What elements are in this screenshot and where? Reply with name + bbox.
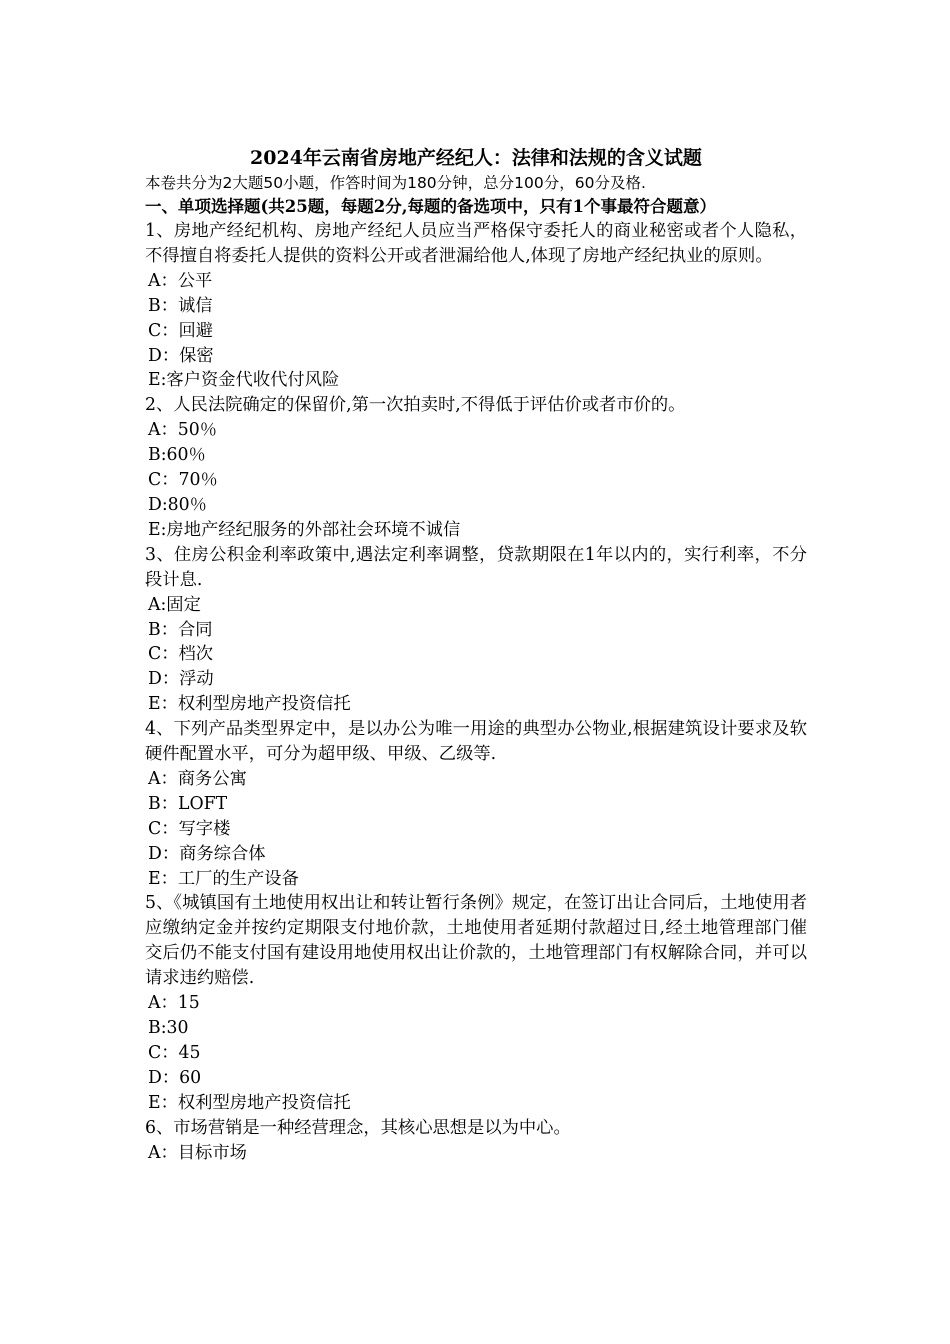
answer-option: C：回避	[148, 320, 214, 341]
answer-option: A：商务公寓	[148, 768, 247, 789]
question-block	[145, 393, 807, 542]
answer-option: D：保密	[148, 345, 214, 366]
answer-option: A：公平	[148, 270, 213, 291]
answer-option: A：50％	[148, 420, 218, 441]
question-text: 5、《城镇国有土地使用权出让和转让暂行条例》规定，在签订出让合同后，土地使用者应缴纳定金并按约定期限支付地价款，土地使用者延期付款超过日,经土地管理部门催交后仍不能支付国有建设用地使用权出让价款的，土地管理部门有权解除合同，并可以请求违约赔偿.	[145, 893, 807, 989]
answer-option: E：权利型房地产投资信托	[148, 694, 351, 715]
answer-option: A：目标市场	[148, 1142, 247, 1163]
question-text: 4、下列产品类型界定中，是以办公为唯一用途的典型办公物业,根据建筑设计要求及软硬件配置水平，可分为超甲级、甲级、乙级等.	[145, 719, 807, 765]
answer-option: C：45	[148, 1042, 201, 1063]
exam-intro: 本卷共分为2大题50小题，作答时间为180分钟，总分100分，60分及格.	[145, 174, 646, 192]
question-block	[145, 543, 807, 717]
answer-option: E：工厂的生产设备	[148, 868, 299, 889]
question-text: 2、人民法院确定的保留价,第一次拍卖时,不得低于评估价或者市价的。	[145, 395, 686, 416]
section-heading: 一、单项选择题(共25题，每题2分,每题的备选项中，只有1个事最符合题意）	[145, 197, 716, 216]
question-block	[145, 891, 807, 1115]
question-text: 1、房地产经纪机构、房地产经纪人员应当严格保守委托人的商业秘密或者个人隐私，不得擅自将委托人提供的资料公开或者泄漏给他人,体现了房地产经纪执业的原则。	[145, 221, 807, 266]
answer-option: D：商务综合体	[148, 843, 266, 864]
document-page	[145, 145, 807, 1165]
answer-option: E:客户资金代收代付风险	[148, 370, 340, 391]
answer-option: A：15	[148, 993, 200, 1014]
question-block	[145, 219, 807, 393]
answer-option: B:60％	[148, 445, 206, 466]
question-block	[145, 717, 807, 891]
answer-option: B：诚信	[148, 295, 213, 316]
question-block	[145, 1116, 807, 1166]
answer-option: D:80％	[148, 494, 207, 515]
answer-option: E:房地产经纪服务的外部社会环境不诚信	[148, 519, 461, 540]
answer-option: C：写字楼	[148, 818, 231, 839]
question-text: 3、住房公积金利率政策中,遇法定利率调整，贷款期限在1年以内的，实行利率，不分段计息.	[145, 544, 807, 590]
question-text: 6、市场营销是一种经营理念，其核心思想是以为中心。	[145, 1117, 571, 1138]
answer-option: C：档次	[148, 644, 214, 665]
document-title: 2024年云南省房地产经纪人：法律和法规的含义试题	[250, 147, 702, 169]
answer-option: B：LOFT	[148, 793, 228, 814]
answer-option: D：60	[148, 1067, 202, 1088]
answer-option: C：70％	[148, 470, 218, 491]
answer-option: B：合同	[148, 619, 213, 640]
answer-option: E：权利型房地产投资信托	[148, 1092, 351, 1113]
answer-option: A:固定	[148, 594, 201, 615]
answer-option: D：浮动	[148, 669, 214, 690]
question-list	[145, 219, 807, 1165]
answer-option: B:30	[148, 1018, 189, 1038]
